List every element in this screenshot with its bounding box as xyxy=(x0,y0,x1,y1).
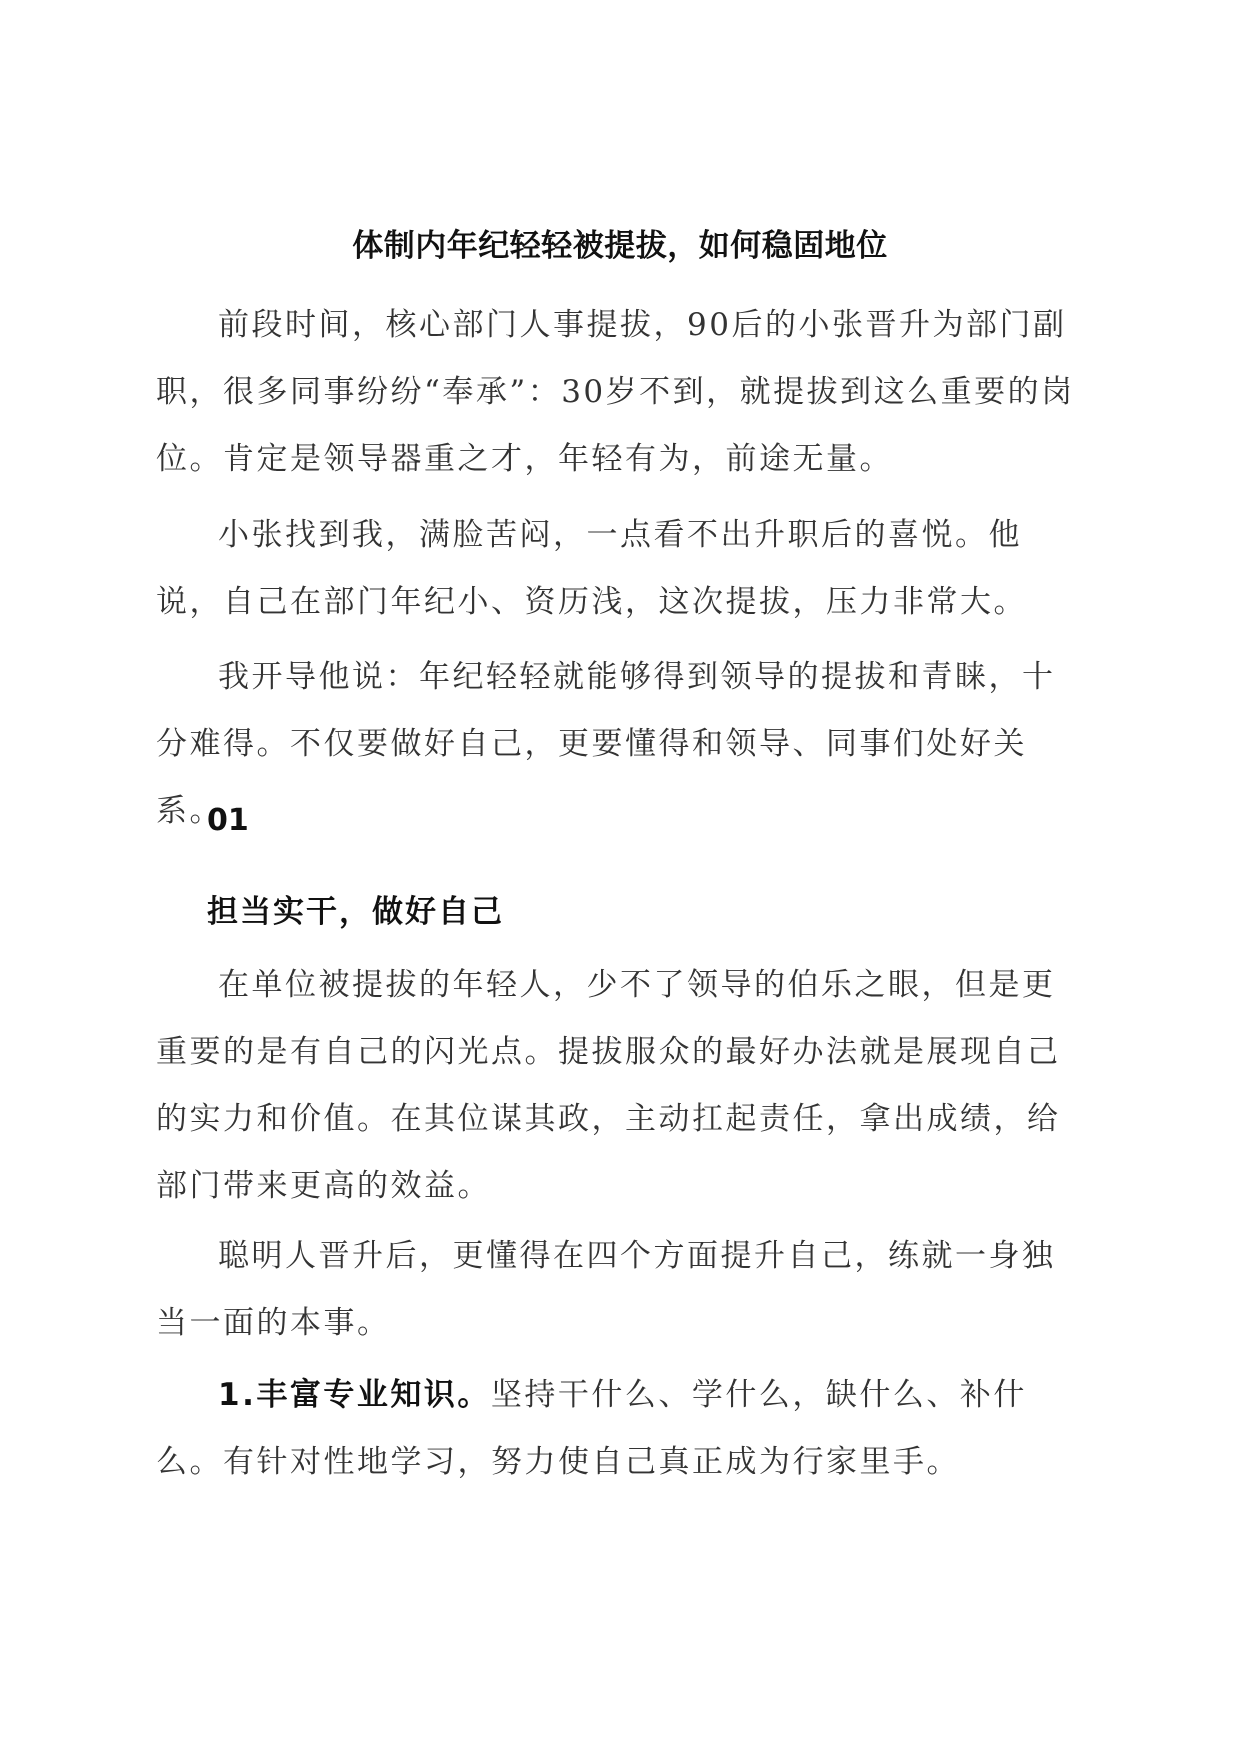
point-item xyxy=(156,1362,1076,1496)
paragraph-four-aspects: 聪明人晋升后，更懂得在四个方面提升自己，练就一身独当一面的本事。 xyxy=(156,1238,1056,1341)
paragraph-xiaozhang: 小张找到我，满脸苦闷，一点看不出升职后的喜悦。他说，自己在部门年纪小、资历浅，这次提拔，压力非常大。 xyxy=(156,517,1027,620)
paragraph-intro: 前段时间，核心部门人事提拔，90后的小张晋升为部门副职，很多同事纷纷“奉承”：30岁不到，就提拔到这么重要的岗位。肯定是领导器重之才，年轻有为，前途无量。 xyxy=(156,307,1075,477)
paragraph-advice: 我开导他说：年纪轻轻就能够得到领导的提拔和青睐，十分难得。不仅要做好自己，更要懂得和领导、同事们处好关系。 xyxy=(156,659,1056,829)
section-title: 担当实干，做好自己 xyxy=(207,894,504,930)
document-title: 体制内年纪轻轻被提拔，如何稳固地位 xyxy=(352,228,888,264)
section-number: 01 xyxy=(207,803,249,838)
point-lead: 1.丰富专业知识。 xyxy=(218,1377,491,1413)
paragraph-section-body: 在单位被提拔的年轻人，少不了领导的伯乐之眼，但是更重要的是有自己的闪光点。提拔服众的最好办法就是展现自己的实力和价值。在其位谋其政，主动扛起责任，拿出成绩，给部门带来更高的效益。 xyxy=(156,967,1061,1204)
point-text: 坚持干什么、学什么，缺什么、补什么。有针对性地学习，努力使自己真正成为行家里手。 xyxy=(156,1377,1027,1480)
